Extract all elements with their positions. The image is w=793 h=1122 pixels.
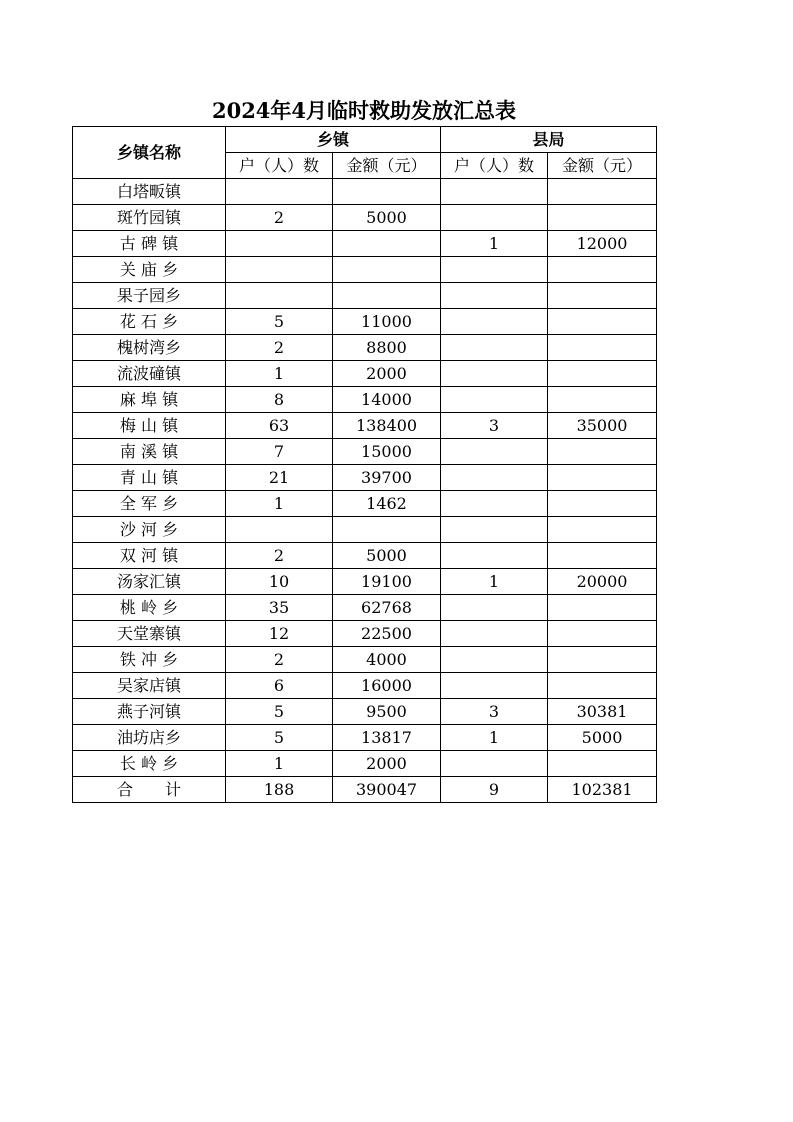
township-households-cell: 2 xyxy=(226,543,333,569)
table-row xyxy=(73,595,657,621)
table-row xyxy=(73,387,657,413)
township-households-cell: 1 xyxy=(226,491,333,517)
county-households-cell: 9 xyxy=(441,777,548,803)
county-households-cell xyxy=(441,205,548,231)
township-name-cell: 汤家汇镇 xyxy=(73,569,226,595)
township-amount-cell: 13817 xyxy=(333,725,441,751)
township-name-cell: 燕子河镇 xyxy=(73,699,226,725)
township-amount-cell: 5000 xyxy=(333,205,441,231)
township-amount-cell xyxy=(333,231,441,257)
table-row xyxy=(73,361,657,387)
county-households-cell xyxy=(441,309,548,335)
township-households-cell xyxy=(226,179,333,205)
county-amount-cell xyxy=(548,335,657,361)
county-amount-cell xyxy=(548,309,657,335)
table-row xyxy=(73,179,657,205)
table-row xyxy=(73,257,657,283)
table-row xyxy=(73,231,657,257)
relief-summary-table xyxy=(72,126,657,803)
township-name-cell: 果子园乡 xyxy=(73,283,226,309)
township-amount-cell xyxy=(333,283,441,309)
township-name-cell: 古 碑 镇 xyxy=(73,231,226,257)
township-name-cell: 沙 河 乡 xyxy=(73,517,226,543)
township-households-cell: 5 xyxy=(226,725,333,751)
county-amount-cell: 12000 xyxy=(548,231,657,257)
table-row xyxy=(73,309,657,335)
township-amount-cell xyxy=(333,257,441,283)
county-amount-cell xyxy=(548,543,657,569)
township-name-cell: 关 庙 乡 xyxy=(73,257,226,283)
township-name-cell: 桃 岭 乡 xyxy=(73,595,226,621)
total-row xyxy=(73,777,657,803)
county-households-cell: 1 xyxy=(441,231,548,257)
county-households-cell xyxy=(441,439,548,465)
county-households-cell xyxy=(441,647,548,673)
township-amount-cell: 2000 xyxy=(333,751,441,777)
county-households-cell xyxy=(441,257,548,283)
township-name-cell: 梅 山 镇 xyxy=(73,413,226,439)
township-amount-cell xyxy=(333,179,441,205)
township-name-cell: 槐树湾乡 xyxy=(73,335,226,361)
township-amount-cell: 16000 xyxy=(333,673,441,699)
county-households-cell xyxy=(441,491,548,517)
township-name-cell: 长 岭 乡 xyxy=(73,751,226,777)
table-row xyxy=(73,283,657,309)
county-households-cell: 3 xyxy=(441,699,548,725)
township-households-cell: 5 xyxy=(226,309,333,335)
township-households-cell: 2 xyxy=(226,205,333,231)
county-households-cell xyxy=(441,465,548,491)
table-row xyxy=(73,491,657,517)
township-amount-cell: 2000 xyxy=(333,361,441,387)
table-row xyxy=(73,439,657,465)
township-amount-cell: 14000 xyxy=(333,387,441,413)
table-row xyxy=(73,465,657,491)
township-amount-cell: 22500 xyxy=(333,621,441,647)
township-amount-cell: 8800 xyxy=(333,335,441,361)
township-households-cell: 7 xyxy=(226,439,333,465)
township-households-cell: 21 xyxy=(226,465,333,491)
township-households-cell: 6 xyxy=(226,673,333,699)
township-amount-cell: 19100 xyxy=(333,569,441,595)
table-row xyxy=(73,335,657,361)
township-name-cell: 流波䃥镇 xyxy=(73,361,226,387)
table-row xyxy=(73,569,657,595)
township-households-cell: 8 xyxy=(226,387,333,413)
county-households-cell xyxy=(441,517,548,543)
county-amount-cell xyxy=(548,439,657,465)
township-households-cell: 63 xyxy=(226,413,333,439)
table-row xyxy=(73,673,657,699)
table-row xyxy=(73,699,657,725)
township-name-cell: 青 山 镇 xyxy=(73,465,226,491)
township-households-cell: 1 xyxy=(226,361,333,387)
county-households-cell xyxy=(441,179,548,205)
township-households-cell xyxy=(226,231,333,257)
township-amount-header: 金额（元） xyxy=(333,153,441,179)
township-amount-cell: 9500 xyxy=(333,699,441,725)
county-amount-cell xyxy=(548,387,657,413)
county-amount-cell xyxy=(548,751,657,777)
township-name-header: 乡镇名称 xyxy=(73,127,226,179)
table-header-row xyxy=(73,127,657,153)
county-amount-cell: 30381 xyxy=(548,699,657,725)
county-amount-cell xyxy=(548,491,657,517)
township-name-cell: 白塔畈镇 xyxy=(73,179,226,205)
township-amount-cell: 11000 xyxy=(333,309,441,335)
county-group-header: 县局 xyxy=(441,127,657,153)
county-households-cell xyxy=(441,673,548,699)
county-amount-cell xyxy=(548,465,657,491)
table-row xyxy=(73,647,657,673)
county-households-cell: 3 xyxy=(441,413,548,439)
county-amount-cell xyxy=(548,517,657,543)
table-row xyxy=(73,725,657,751)
township-households-cell: 2 xyxy=(226,647,333,673)
county-households-cell xyxy=(441,335,548,361)
county-amount-cell xyxy=(548,179,657,205)
county-amount-cell xyxy=(548,595,657,621)
page-title: 2024年4月临时救助发放汇总表 xyxy=(211,98,517,123)
township-name-cell: 天堂寨镇 xyxy=(73,621,226,647)
county-households-cell xyxy=(441,387,548,413)
county-households-cell: 1 xyxy=(441,725,548,751)
township-group-header: 乡镇 xyxy=(226,127,441,153)
county-amount-cell xyxy=(548,257,657,283)
township-households-cell: 1 xyxy=(226,751,333,777)
township-households-cell: 35 xyxy=(226,595,333,621)
township-name-cell: 斑竹园镇 xyxy=(73,205,226,231)
county-amount-cell: 5000 xyxy=(548,725,657,751)
township-amount-cell: 4000 xyxy=(333,647,441,673)
county-households-cell xyxy=(441,751,548,777)
county-amount-cell: 102381 xyxy=(548,777,657,803)
county-amount-header: 金额（元） xyxy=(548,153,657,179)
county-households-cell xyxy=(441,283,548,309)
township-amount-cell: 15000 xyxy=(333,439,441,465)
township-name-cell: 油坊店乡 xyxy=(73,725,226,751)
township-households-cell: 10 xyxy=(226,569,333,595)
township-amount-cell: 5000 xyxy=(333,543,441,569)
township-households-cell: 188 xyxy=(226,777,333,803)
table-row xyxy=(73,543,657,569)
table-row xyxy=(73,751,657,777)
township-households-header: 户（人）数 xyxy=(226,153,333,179)
township-name-cell: 合 计 xyxy=(73,777,226,803)
county-households-cell xyxy=(441,361,548,387)
county-amount-cell xyxy=(548,205,657,231)
township-amount-cell: 62768 xyxy=(333,595,441,621)
county-households-cell xyxy=(441,595,548,621)
county-amount-cell xyxy=(548,647,657,673)
township-name-cell: 双 河 镇 xyxy=(73,543,226,569)
township-households-cell: 2 xyxy=(226,335,333,361)
township-amount-cell: 390047 xyxy=(333,777,441,803)
county-households-cell xyxy=(441,543,548,569)
township-households-cell: 12 xyxy=(226,621,333,647)
township-households-cell: 5 xyxy=(226,699,333,725)
table-row xyxy=(73,205,657,231)
county-amount-cell: 35000 xyxy=(548,413,657,439)
county-households-cell: 1 xyxy=(441,569,548,595)
county-households-cell xyxy=(441,621,548,647)
county-households-header: 户（人）数 xyxy=(441,153,548,179)
township-name-cell: 南 溪 镇 xyxy=(73,439,226,465)
county-amount-cell xyxy=(548,361,657,387)
table-row xyxy=(73,517,657,543)
township-name-cell: 花 石 乡 xyxy=(73,309,226,335)
township-households-cell xyxy=(226,257,333,283)
county-amount-cell xyxy=(548,621,657,647)
township-amount-cell: 39700 xyxy=(333,465,441,491)
township-amount-cell: 138400 xyxy=(333,413,441,439)
township-amount-cell xyxy=(333,517,441,543)
township-name-cell: 铁 冲 乡 xyxy=(73,647,226,673)
township-name-cell: 麻 埠 镇 xyxy=(73,387,226,413)
county-amount-cell: 20000 xyxy=(548,569,657,595)
township-households-cell xyxy=(226,283,333,309)
table-row xyxy=(73,413,657,439)
table-row xyxy=(73,621,657,647)
county-amount-cell xyxy=(548,673,657,699)
township-name-cell: 全 军 乡 xyxy=(73,491,226,517)
township-households-cell xyxy=(226,517,333,543)
township-amount-cell: 1462 xyxy=(333,491,441,517)
township-name-cell: 吴家店镇 xyxy=(73,673,226,699)
county-amount-cell xyxy=(548,283,657,309)
